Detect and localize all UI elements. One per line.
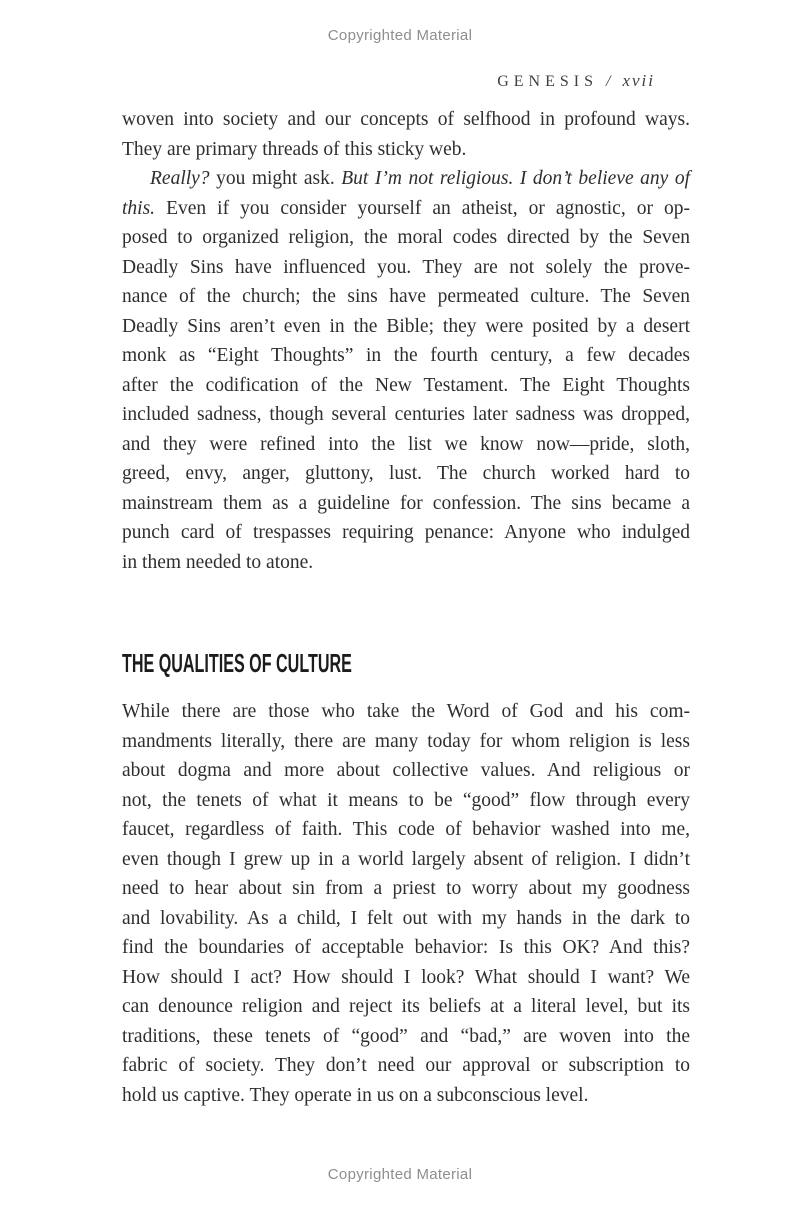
- text-line: [122, 164, 690, 194]
- text-line: [122, 904, 690, 934]
- page-number: xvii: [622, 71, 655, 90]
- italic-text-segment: But I’m not religious. I don’t believe any of: [341, 168, 690, 189]
- text-line: [122, 815, 690, 845]
- text-line: [122, 727, 690, 757]
- text-segment: not, the tenets of what it means to be “good” flow through every: [122, 789, 690, 811]
- text-line: [122, 459, 690, 489]
- header-separator: /: [606, 73, 611, 90]
- text-segment: Even if you consider yourself an atheist, or agnostic, or op-: [155, 197, 690, 219]
- text-segment: you might ask.: [209, 168, 342, 189]
- italic-text-segment: Really?: [150, 168, 210, 189]
- text-segment: in them needed to atone.: [122, 551, 314, 573]
- text-line: [122, 992, 690, 1022]
- text-segment: While there are those who take the Word of God and his com-: [122, 701, 690, 722]
- paragraph: [122, 697, 690, 1110]
- text-line: [122, 430, 690, 460]
- text-segment: hold us captive. They operate in us on a subconscious level.: [122, 1084, 589, 1106]
- text-segment: need to hear about sin from a priest to worry about my goodness: [122, 878, 690, 899]
- text-segment: Deadly Sins have influenced you. They are not solely the prove-: [122, 256, 690, 278]
- text-line: [122, 756, 690, 786]
- copyright-notice-bottom: Copyrighted Material: [327, 1166, 473, 1183]
- text-segment: and they were refined into the list we know now—pride, sloth,: [122, 433, 690, 455]
- text-line: [122, 371, 690, 401]
- text-line: [122, 518, 690, 548]
- text-line: [122, 1051, 690, 1081]
- page-body: [122, 105, 690, 1110]
- text-segment: traditions, these tenets of “good” and “bad,” are woven into the: [122, 1025, 690, 1047]
- text-line: [122, 1022, 690, 1052]
- text-segment: punch card of trespasses requiring penance: Anyone who indulged: [122, 522, 690, 543]
- text-segment: about dogma and more about collective values. And religious or: [122, 760, 690, 781]
- text-line: [122, 963, 690, 993]
- text-segment: and lovability. As a child, I felt out with my hands in the dark to: [122, 907, 690, 929]
- text-segment: greed, envy, anger, gluttony, lust. The church worked hard to: [122, 463, 690, 484]
- text-line: [122, 105, 690, 135]
- italic-text-segment: this.: [122, 197, 156, 219]
- copyright-notice-top: Copyrighted Material: [327, 27, 473, 44]
- text-segment: monk as “Eight Thoughts” in the fourth century, a few decades: [122, 345, 690, 366]
- text-line: [122, 1081, 690, 1111]
- text-line: [122, 194, 690, 224]
- text-segment: find the boundaries of acceptable behavior: Is this OK? And this?: [122, 937, 690, 958]
- text-line: [122, 874, 690, 904]
- text-line: [122, 548, 690, 578]
- text-segment: They are primary threads of this sticky web.: [122, 138, 467, 160]
- text-segment: Deadly Sins aren’t even in the Bible; they were posited by a desert: [122, 315, 690, 337]
- text-segment: posed to organized religion, the moral codes directed by the Seven: [122, 227, 690, 248]
- text-segment: can denounce religion and reject its beliefs at a literal level, but its: [122, 996, 690, 1017]
- text-line: [122, 341, 690, 371]
- text-segment: faucet, regardless of faith. This code of behavior washed into me,: [122, 819, 690, 840]
- text-line: [122, 312, 690, 342]
- text-segment: even though I grew up in a world largely absent of religion. I didn’t: [122, 848, 690, 870]
- text-line: [122, 400, 690, 430]
- text-segment: after the codification of the New Testament. The Eight Thoughts: [122, 374, 690, 396]
- text-line: [122, 489, 690, 519]
- text-line: [122, 223, 690, 253]
- paragraph: [122, 164, 690, 577]
- text-segment: fabric of society. They don’t need our approval or subscription to: [122, 1055, 690, 1076]
- running-header: [497, 71, 655, 91]
- text-line: [122, 845, 690, 875]
- text-segment: included sadness, though several centuries later sadness was dropped,: [122, 404, 690, 425]
- text-segment: mandments literally, there are many today for whom religion is less: [122, 730, 690, 752]
- text-segment: How should I act? How should I look? What should I want? We: [122, 966, 690, 988]
- paragraph: [122, 105, 690, 164]
- section-heading: THE QUALITIES OF CULTURE: [122, 648, 352, 678]
- text-line: [122, 282, 690, 312]
- text-segment: woven into society and our concepts of selfhood in profound ways.: [122, 109, 690, 130]
- text-line: [122, 135, 690, 165]
- text-line: [122, 697, 690, 727]
- text-line: [122, 786, 690, 816]
- book-title: GENESIS: [497, 73, 598, 90]
- text-segment: nance of the church; the sins have permeated culture. The Seven: [122, 286, 690, 307]
- text-segment: mainstream them as a guideline for confession. The sins became a: [122, 492, 690, 514]
- text-line: [122, 933, 690, 963]
- text-line: [122, 253, 690, 283]
